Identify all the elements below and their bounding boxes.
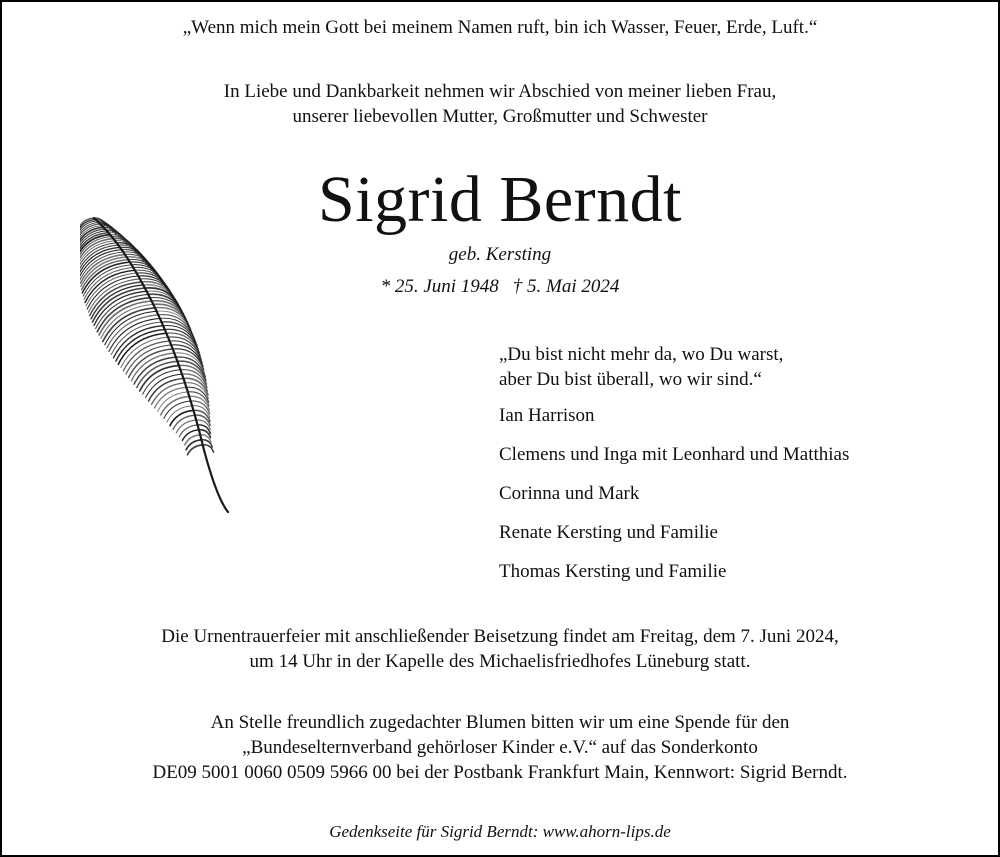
ceremony-line: um 14 Uhr in der Kapelle des Michaelisfriedhofes Lüneburg statt. (249, 651, 751, 672)
donation-line: „Bundeselternverband gehörloser Kinder e.V.“ auf das Sonderkonto (242, 737, 758, 758)
motto-quote: „Wenn mich mein Gott bei meinem Namen ruft, bin ich Wasser, Feuer, Erde, Luft.“ (182, 17, 818, 38)
quote-line: „Du bist nicht mehr da, wo Du warst, (499, 344, 784, 365)
intro-line: In Liebe und Dankbarkeit nehmen wir Abschied von meiner lieben Frau, (223, 81, 777, 102)
mourner-name: Clemens und Inga mit Leonhard und Matthias (499, 444, 850, 465)
intro-line: unserer liebevollen Mutter, Großmutter und Schwester (292, 106, 708, 127)
donation-info (2, 710, 998, 785)
mourner-name: Corinna und Mark (499, 483, 640, 504)
mourner-name: Renate Kersting und Familie (499, 522, 718, 543)
quote-line: aber Du bist überall, wo wir sind.“ (499, 369, 762, 390)
intro-text (2, 79, 998, 129)
ceremony-line: Die Urnentrauerfeier mit anschließender Beisetzung findet am Freitag, dem 7. Juni 2024, (161, 626, 839, 647)
donation-line: An Stelle freundlich zugedachter Blumen bitten wir um eine Spende für den (210, 712, 790, 733)
birth-name: geb. Kersting (448, 244, 552, 265)
mourner-name: Ian Harrison (499, 405, 595, 426)
donation-line: DE09 5001 0060 0509 5966 00 bei der Postbank Frankfurt Main, Kennwort: Sigrid Berndt. (152, 762, 848, 783)
deceased-name: Sigrid Berndt (318, 163, 682, 236)
birth-date: * 25. Juni 1948 (380, 276, 499, 297)
mourning-quote (499, 342, 849, 392)
feather-icon (80, 210, 260, 520)
death-date: † 5. Mai 2024 (512, 276, 620, 297)
memorial-page-link[interactable]: Gedenkseite für Sigrid Berndt: www.ahorn-lips.de (329, 822, 671, 841)
ceremony-info (2, 624, 998, 674)
mourners-block (499, 342, 849, 598)
mourner-name: Thomas Kersting und Familie (499, 561, 727, 582)
